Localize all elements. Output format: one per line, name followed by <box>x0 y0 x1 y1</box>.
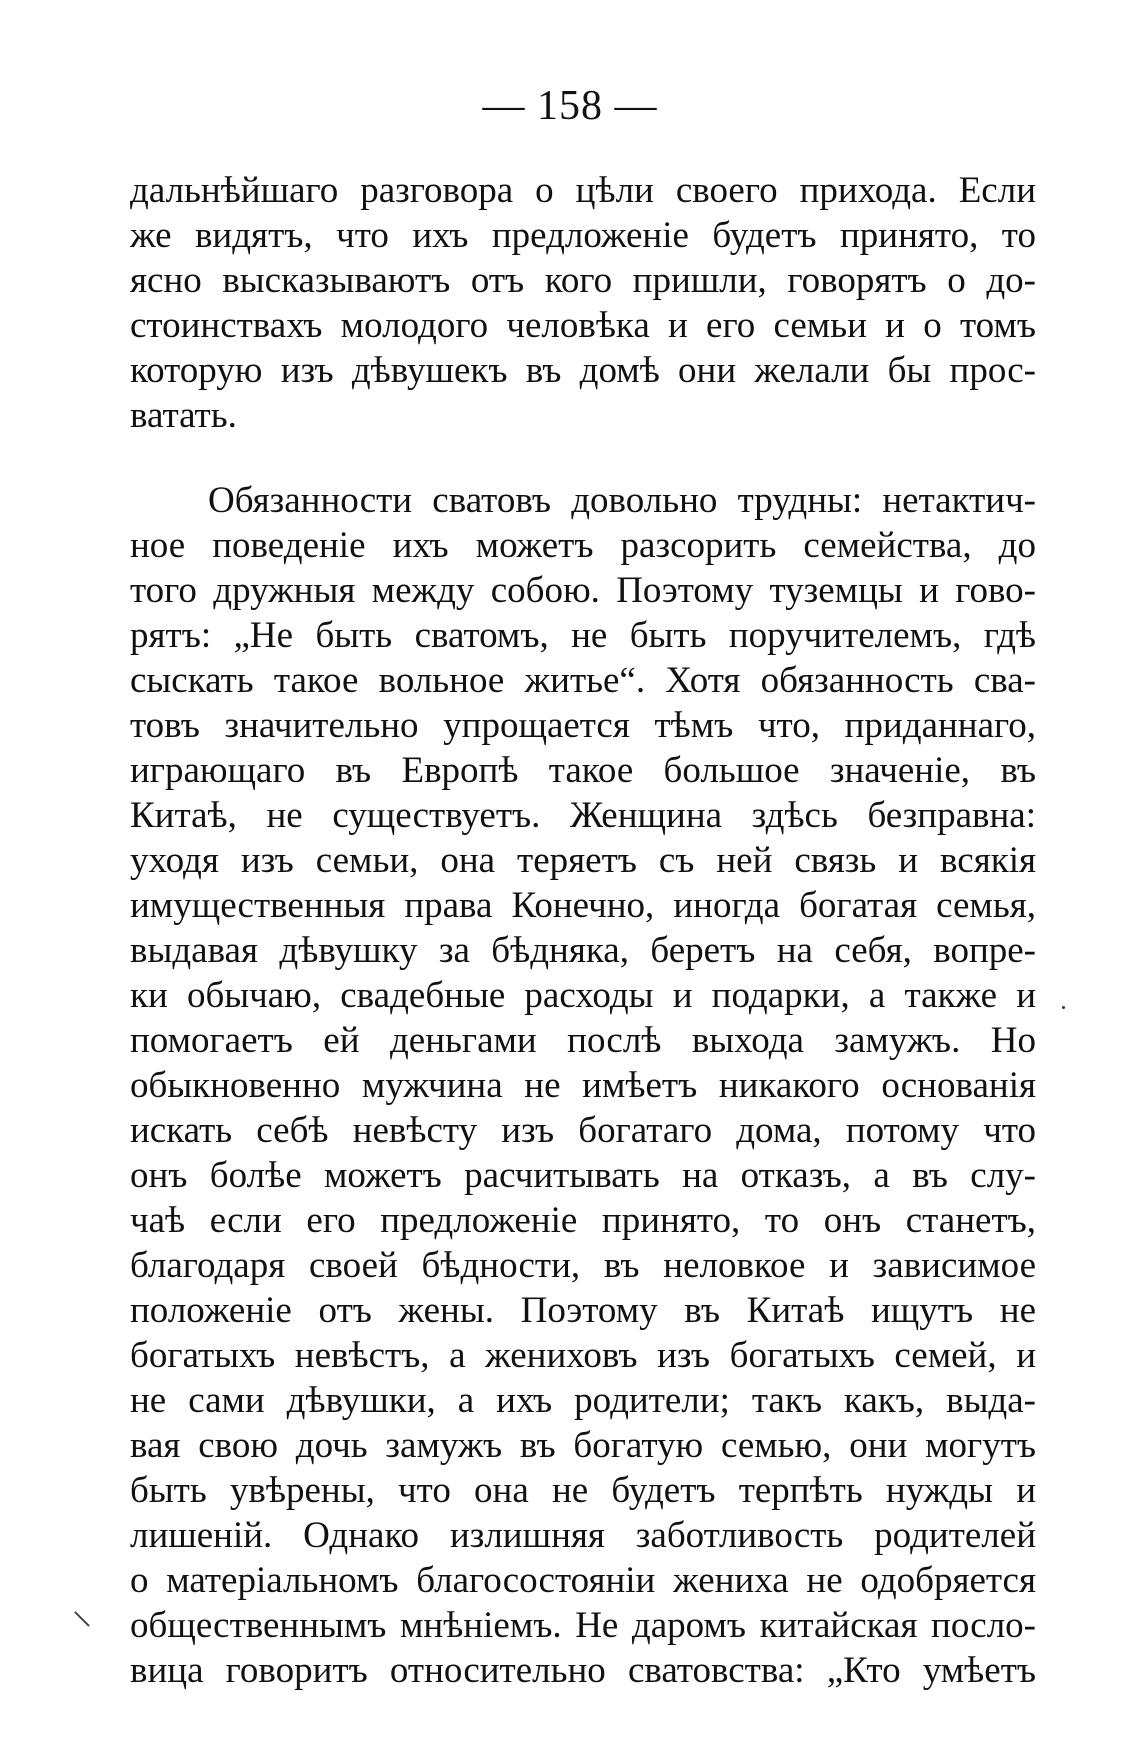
text-line: лишеній. Однако излишняя заботливость родителей <box>130 1515 1036 1556</box>
text-line: онъ болѣе можетъ расчитывать на отказъ, а въ слу- <box>130 1155 1036 1196</box>
text-line: помогаетъ ей деньгами послѣ выхода замужъ. Но <box>130 1020 1036 1061</box>
text-line: ватать. <box>130 395 237 436</box>
text-line: которую изъ дѣвушекъ въ домѣ они желали бы прос- <box>130 350 1036 391</box>
text-line: сыскать такое вольное житье“. Хотя обязанность сва- <box>130 660 1036 701</box>
text-line: дальнѣйшаго разговора о цѣли своего прихода. Если <box>130 170 1036 211</box>
text-line: Обязанности сватовъ довольно трудны: нетактич- <box>208 480 1036 521</box>
text-line: богатыхъ невѣстъ, а жениховъ изъ богатыхъ семей, и <box>130 1335 1036 1376</box>
text-line: выдавая дѣвушку за бѣдняка, беретъ на себя, вопре- <box>130 930 1036 971</box>
text-line: ясно высказываютъ отъ кого пришли, говорятъ о до- <box>130 260 1036 301</box>
text-line: ки обычаю, свадебные расходы и подарки, а также и <box>130 975 1036 1016</box>
text-line: о матеріальномъ благосостояніи жениха не одобряется <box>130 1560 1036 1601</box>
text-line: имущественныя права Конечно, иногда богатая семья, <box>130 885 1036 926</box>
text-line: уходя изъ семьи, она теряетъ съ ней связь и всякія <box>130 840 1036 881</box>
text-line: искать себѣ невѣсту изъ богатаго дома, потому что <box>130 1110 1036 1151</box>
text-line: играющаго въ Европѣ такое большое значеніе, въ <box>130 750 1036 791</box>
text-line: вица говоритъ относительно сватовства: „Кто умѣетъ <box>130 1650 1036 1691</box>
text-line: чаѣ если его предложеніе принято, то онъ станетъ, <box>130 1200 1036 1241</box>
text-line: стоинствахъ молодого человѣка и его семьи и о томъ <box>130 305 1036 346</box>
text-line: обыкновенно мужчина не имѣетъ никакого основанія <box>130 1065 1036 1106</box>
text-line: того дружныя между собою. Поэтому туземцы и гово- <box>130 570 1036 611</box>
margin-mark <box>74 1611 90 1627</box>
text-line: положеніе отъ жены. Поэтому въ Китаѣ ищутъ не <box>130 1290 1036 1331</box>
text-line: Китаѣ, не существуетъ. Женщина здѣсь безправна: <box>130 795 1036 836</box>
text-line: быть увѣрены, что она не будетъ терпѣть нужды и <box>130 1470 1036 1511</box>
paragraph-2 <box>130 478 1036 1693</box>
text-line: благодаря своей бѣдности, въ неловкое и зависимое <box>130 1245 1036 1286</box>
text-line: же видятъ, что ихъ предложеніе будетъ принято, то <box>130 215 1036 256</box>
text-line: общественнымъ мнѣніемъ. Не даромъ китайская посло- <box>130 1605 1036 1646</box>
page-number: — 158 — <box>482 83 658 129</box>
text-line: ное поведеніе ихъ можетъ разсорить семейства, до <box>130 525 1036 566</box>
text-line: рятъ: „Не быть сватомъ, не быть поручителемъ, гдѣ <box>130 615 1036 656</box>
paragraph-1 <box>130 168 1036 438</box>
text-line: не сами дѣвушки, а ихъ родители; такъ какъ, выда- <box>130 1380 1036 1421</box>
text-line: товъ значительно упрощается тѣмъ что, приданнаго, <box>130 705 1036 746</box>
print-speck <box>1062 1006 1065 1009</box>
text-line: вая свою дочь замужъ въ богатую семью, они могутъ <box>130 1425 1036 1466</box>
